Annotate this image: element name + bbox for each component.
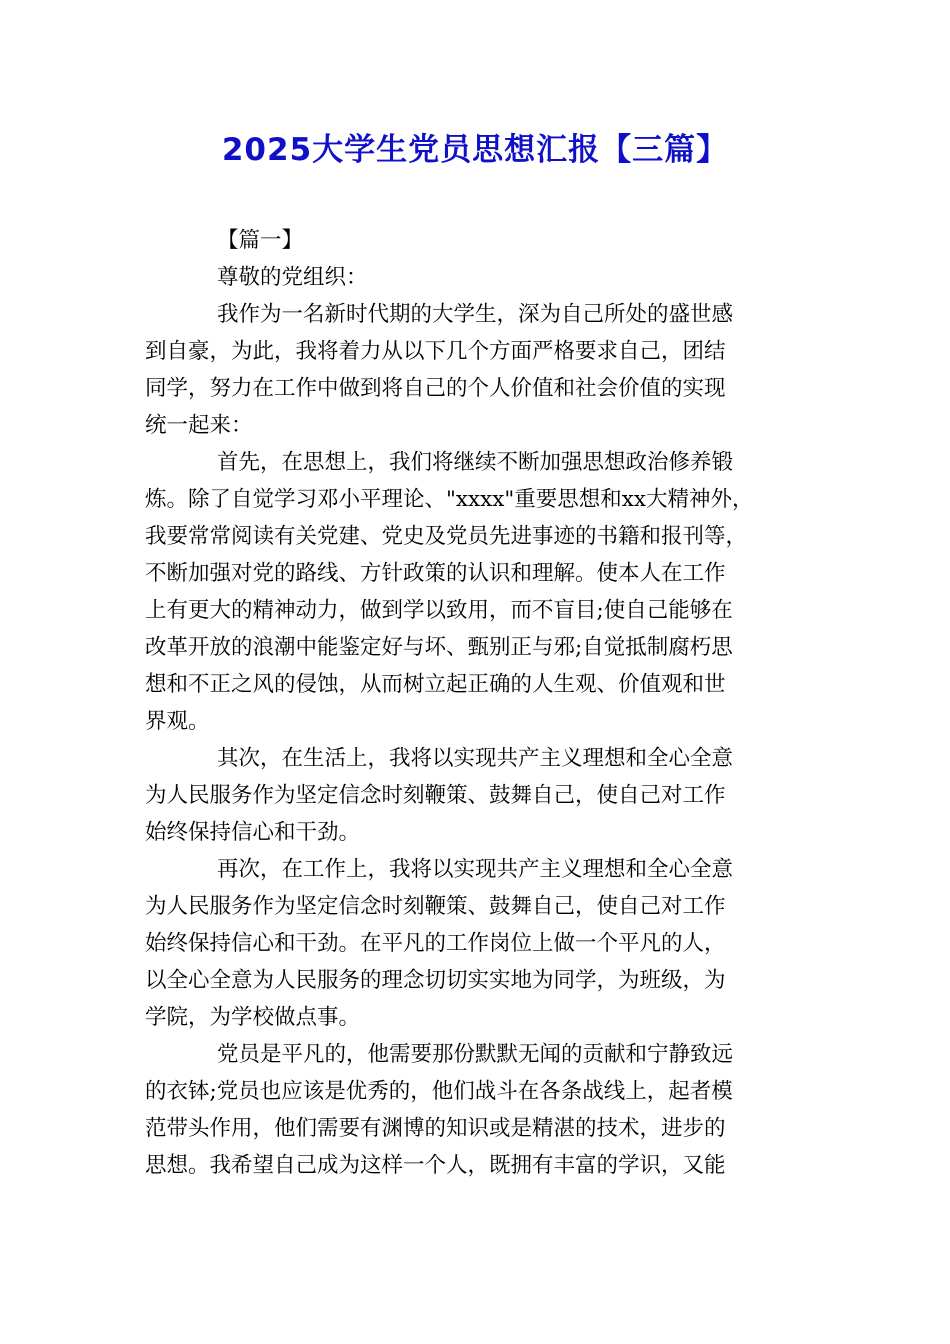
- paragraph-line: 上有更大的精神动力，做到学以致用，而不盲目;使自己能够在: [145, 598, 733, 623]
- salutation: 尊敬的党组织：: [217, 265, 368, 290]
- paragraph-line: 的衣钵;党员也应该是优秀的，他们战斗在各条战线上，起者模: [145, 1079, 733, 1104]
- paragraph-line: 首先，在思想上，我们将继续不断加强思想政治修养锻: [217, 450, 734, 475]
- paragraph-line: 思想。我希望自己成为这样一个人，既拥有丰富的学识，又能: [145, 1153, 726, 1178]
- paragraph-line: 我作为一名新时代期的大学生，深为自己所处的盛世感: [217, 302, 734, 327]
- paragraph-line: 我要常常阅读有关党建、党史及党员先进事迹的书籍和报刊等，: [145, 524, 748, 549]
- paragraph-line: 界观。: [145, 709, 210, 734]
- paragraph-line: 想和不正之风的侵蚀，从而树立起正确的人生观、价值观和世: [145, 672, 726, 697]
- paragraph-line: 学院，为学校做点事。: [145, 1005, 361, 1030]
- paragraph-line: 始终保持信心和干劲。: [145, 820, 361, 845]
- paragraph-line: 炼。除了自觉学习邓小平理论、"xxxx"重要思想和xx大精神外，: [145, 487, 754, 512]
- paragraph-line: 再次，在工作上，我将以实现共产主义理想和全心全意: [217, 857, 734, 882]
- document-title: 2025大学生党员思想汇报【三篇】: [221, 132, 729, 168]
- paragraph-line: 到自豪，为此，我将着力从以下几个方面严格要求自己，团结: [145, 339, 726, 364]
- paragraph-line: 范带头作用，他们需要有渊博的知识或是精湛的技术，进步的: [145, 1116, 726, 1141]
- paragraph-line: 始终保持信心和干劲。在平凡的工作岗位上做一个平凡的人，: [145, 931, 726, 956]
- paragraph-line: 不断加强对党的路线、方针政策的认识和理解。使本人在工作: [145, 561, 726, 586]
- paragraph-line: 为人民服务作为坚定信念时刻鞭策、鼓舞自己，使自己对工作: [145, 783, 726, 808]
- document-body: [145, 222, 810, 1184]
- paragraph-line: 为人民服务作为坚定信念时刻鞭策、鼓舞自己，使自己对工作: [145, 894, 726, 919]
- paragraph-line: 以全心全意为人民服务的理念切切实实地为同学，为班级，为: [145, 968, 726, 993]
- paragraph-line: 党员是平凡的，他需要那份默默无闻的贡献和宁静致远: [217, 1042, 734, 1067]
- paragraph-line: 同学，努力在工作中做到将自己的个人价值和社会价值的实现: [145, 376, 726, 401]
- paragraph-line: 改革开放的浪潮中能鉴定好与坏、甄别正与邪;自觉抵制腐朽思: [145, 635, 733, 660]
- paragraph-line: 其次，在生活上，我将以实现共产主义理想和全心全意: [217, 746, 734, 771]
- section-heading: 【篇一】: [217, 228, 304, 253]
- paragraph-line: 统一起来：: [145, 413, 253, 438]
